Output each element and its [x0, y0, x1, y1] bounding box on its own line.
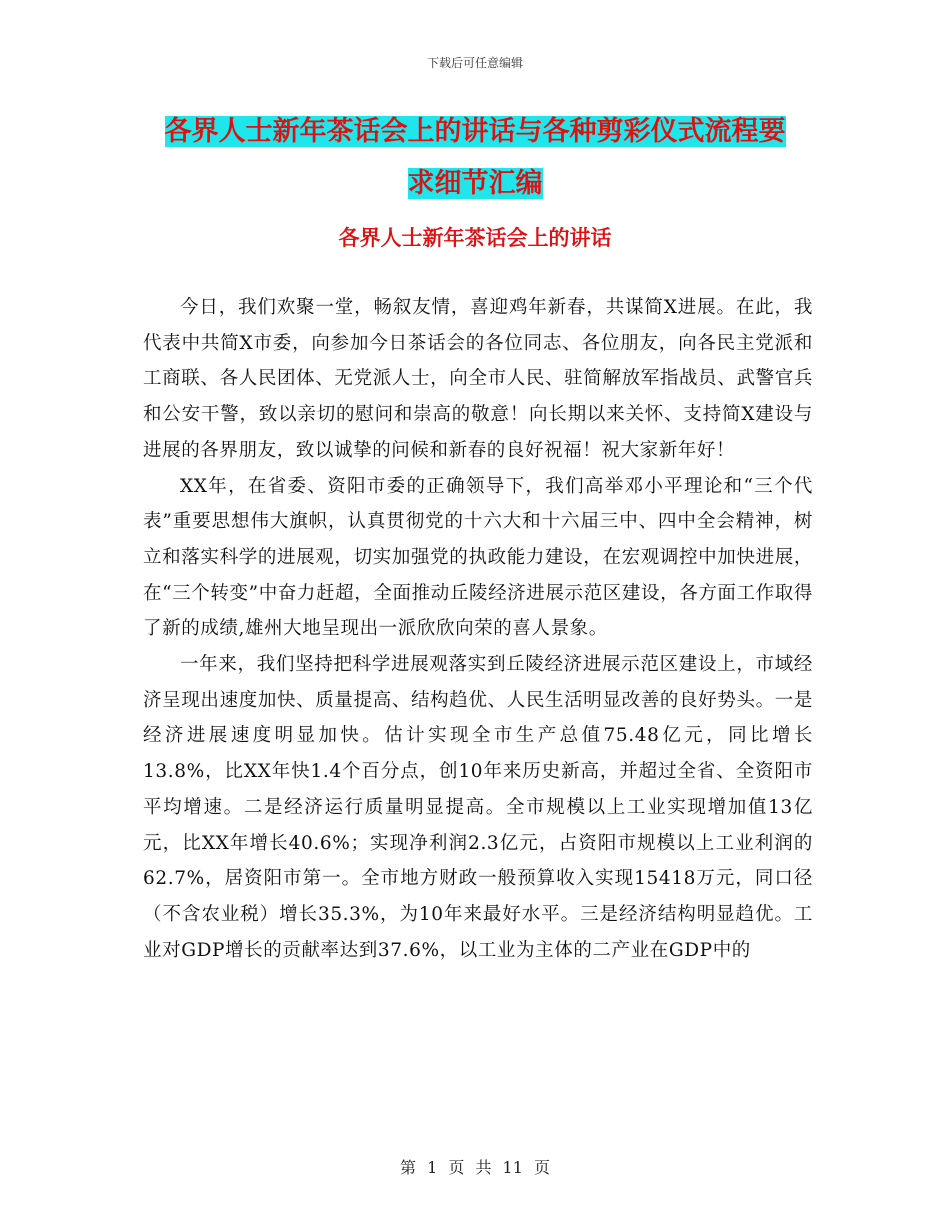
- document-title-line1: 各界人士新年茶话会上的讲话与各种剪彩仪式流程要: [164, 116, 786, 147]
- page-number: 第 1 页 共 11 页: [400, 1158, 550, 1177]
- paragraph: 今日，我们欢聚一堂，畅叙友情，喜迎鸡年新春，共谋简X进展。在此，我代表中共简X市委，向参加今日茶话会的各位同志、各位朋友，向各民主党派和工商联、各人民团体、无党派人士，向全市人民、驻简解放军指战员、武警官兵和公安干警，致以亲切的慰问和崇高的敬意！向长期以来关怀、支持简X建设与进展的各界朋友，致以诚挚的问候和新春的良好祝福！祝大家新年好！: [143, 297, 813, 461]
- document-title-line2: 求细节汇编: [407, 168, 543, 199]
- header-note: 下载后可任意编辑: [426, 56, 523, 70]
- section-title: 各界人士新年茶话会上的讲话: [338, 226, 612, 250]
- document-title: [140, 106, 810, 210]
- document-body: [143, 290, 813, 968]
- paragraph: 一年来，我们坚持把科学进展观落实到丘陵经济进展示范区建设上，市域经济呈现出速度加快、质量提高、结构趋优、人民生活明显改善的良好势头。一是经济进展速度明显加快。估计实现全市生产总值75.48亿元，同比增长13.8%，比XX年快1.4个百分点，创10年来历史新高，并超过全省、全资阳市平均增速。二是经济运行质量明显提高。全市规模以上工业实现增加值13亿元，比XX年增长40.6%；实现净利润2.3亿元，占资阳市规模以上工业利润的62.7%，居资阳市第一。全市地方财政一般预算收入实现15418万元，同口径（不含农业税）增长35.3%，为10年来最好水平。三是经济结构明显趋优。工业对GDP增长的贡献率达到37.6%，以工业为主体的二产业在GDP中的: [143, 654, 813, 961]
- paragraph: XX年，在省委、资阳市委的正确领导下，我们高举邓小平理论和“三个代表”重要思想伟大旗帜，认真贯彻党的十六大和十六届三中、四中全会精神，树立和落实科学的进展观，切实加强党的执政能力建设，在宏观调控中加快进展，在“三个转变”中奋力赶超，全面推动丘陵经济进展示范区建设，各方面工作取得了新的成绩,雄州大地呈现出一派欣欣向荣的喜人景象。: [143, 475, 813, 640]
